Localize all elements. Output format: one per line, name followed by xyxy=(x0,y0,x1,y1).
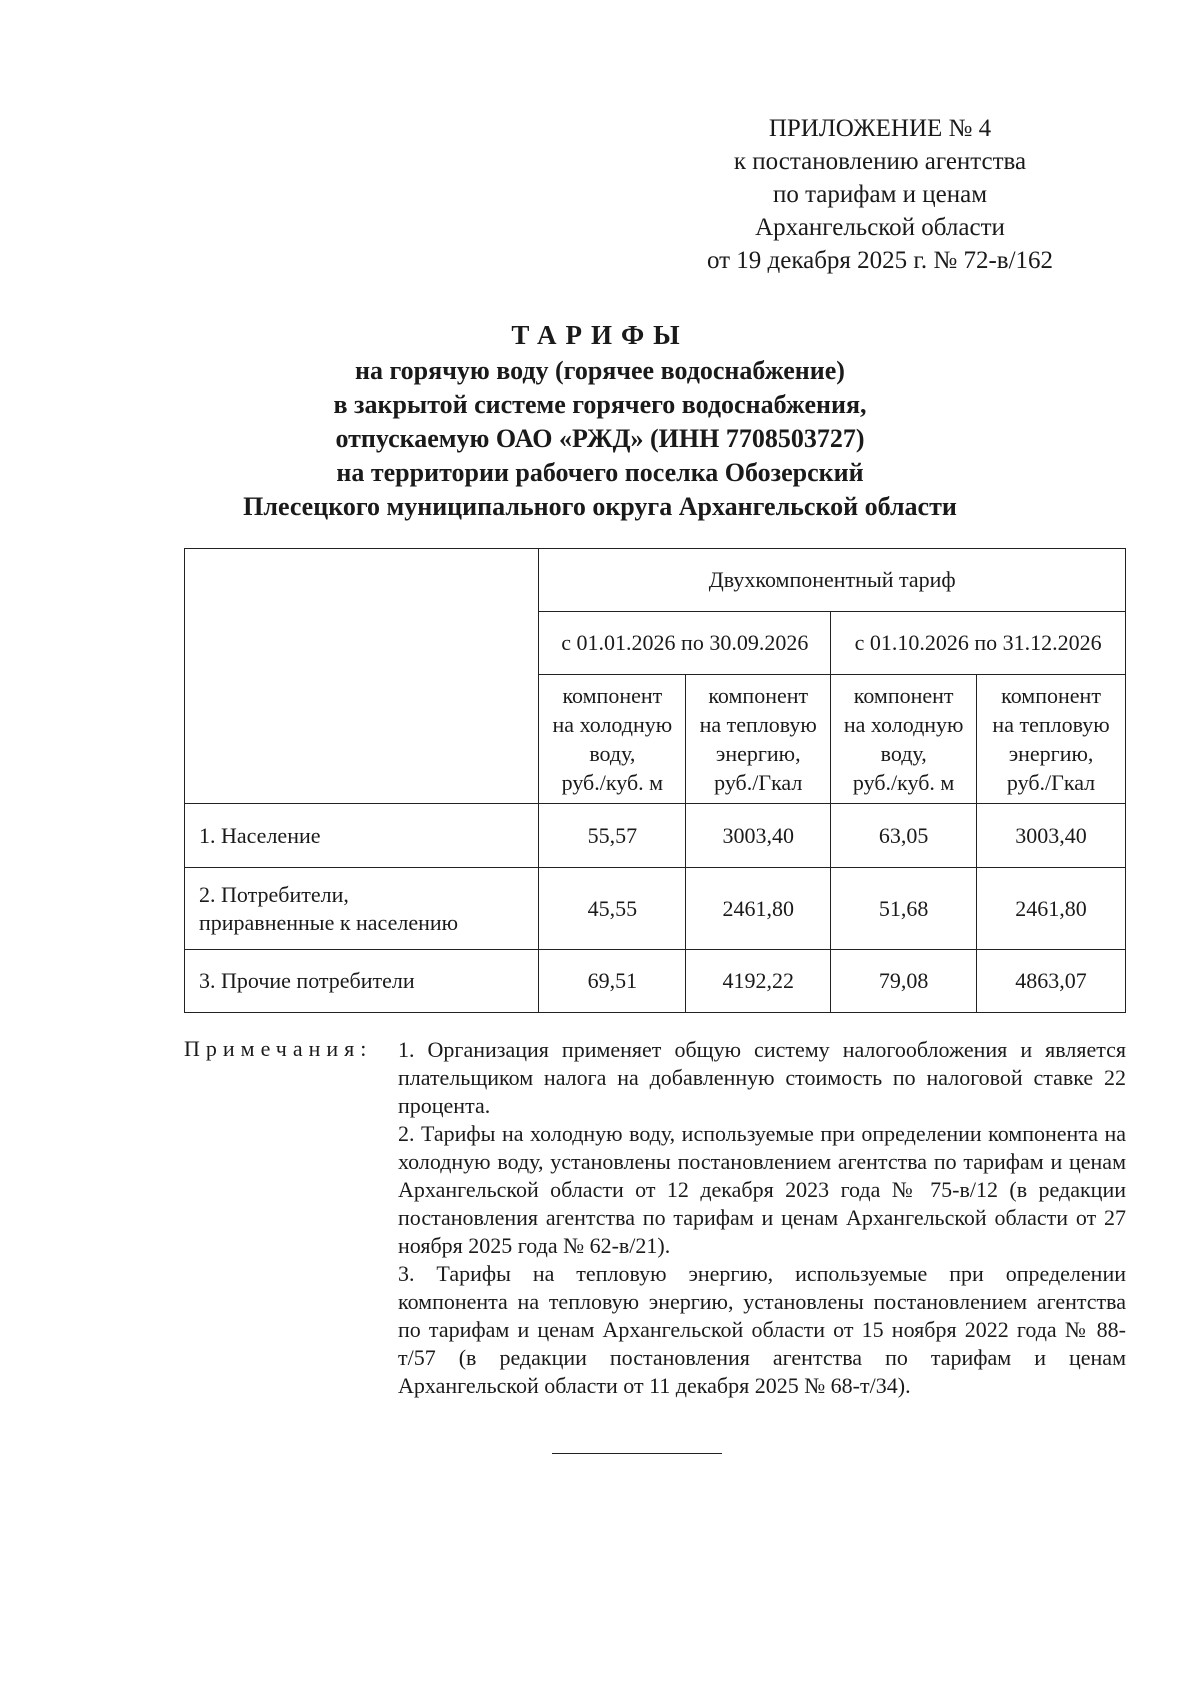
heading-line: Плесецкого муниципального округа Архангельской области xyxy=(243,492,957,521)
heading-line: на территории рабочего поселка Обозерский xyxy=(336,458,864,487)
annex-line: по тарифам и ценам xyxy=(772,181,988,208)
component-header-line: на холодную xyxy=(552,712,673,737)
table-corner-cell xyxy=(185,549,539,804)
table-row xyxy=(185,950,1126,1013)
component-header-line: воду, xyxy=(880,741,927,766)
component-header-line: компонент xyxy=(708,683,809,708)
value-cell: 45,55 xyxy=(539,868,686,950)
value-cell: 3003,40 xyxy=(686,804,831,868)
component-header-line: руб./Гкал xyxy=(714,770,803,795)
component-header xyxy=(539,675,686,804)
component-header-line: компонент xyxy=(1001,683,1101,708)
component-header-line: на тепловую xyxy=(699,712,817,737)
value-cell: 79,08 xyxy=(831,950,977,1013)
row-label-line: приравненные к населению xyxy=(199,909,459,935)
note-item: 1. Организация применяет общую систему налогообложения и является плательщиком налога на добавленную стоимость по налоговой ставке 22 процента. xyxy=(398,1037,1126,1118)
value-cell: 2461,80 xyxy=(686,868,831,950)
value-cell: 4863,07 xyxy=(977,950,1126,1013)
row-label-line: 2. Потребители, xyxy=(199,881,349,907)
component-header-line: руб./Гкал xyxy=(1006,770,1096,795)
component-header xyxy=(686,675,831,804)
component-header-line: руб./куб. м xyxy=(852,770,955,795)
value-cell: 51,68 xyxy=(831,868,977,950)
annex-line: к постановлению агентства xyxy=(733,148,1027,175)
value-cell: 3003,40 xyxy=(977,804,1126,868)
component-header-line: энергию, xyxy=(715,741,801,766)
row-label-line: 1. Население xyxy=(199,822,321,848)
document-heading xyxy=(150,318,1050,524)
component-header-line: руб./куб. м xyxy=(561,770,664,795)
annex-date: от 19 декабря 2025 г. № 72-в/162 xyxy=(706,247,1054,274)
component-header-line: компонент xyxy=(853,683,954,708)
row-label xyxy=(185,804,539,868)
notes-list xyxy=(398,1036,1126,1400)
component-header-line: на холодную xyxy=(843,712,964,737)
row-label xyxy=(185,868,539,950)
annex-title: ПРИЛОЖЕНИЕ № 4 xyxy=(768,115,992,142)
table-row xyxy=(185,868,1126,950)
component-header-line: компонент xyxy=(562,683,663,708)
heading-line: на горячую воду (горячее водоснабжение) xyxy=(355,356,845,385)
period-header: с 01.10.2026 по 31.12.2026 xyxy=(831,612,1126,675)
component-header xyxy=(831,675,977,804)
note-item: 2. Тарифы на холодную воду, используемые при определении компонента на холодную воду, установлены постановлением агентства по тарифам и ценам Архангельской области от 12 декабря 2023 года № 75-в/12 (в редакции постановления агентства по тарифам и ценам Архангельской области от 27 ноября 2025 года № 62-в/21). xyxy=(398,1121,1126,1258)
heading-title: ТАРИФЫ xyxy=(511,320,689,350)
row-label xyxy=(185,950,539,1013)
component-header-line: на тепловую xyxy=(992,712,1110,737)
separator-line xyxy=(552,1453,722,1454)
value-cell: 2461,80 xyxy=(977,868,1126,950)
component-header xyxy=(977,675,1126,804)
period-header: с 01.01.2026 по 30.09.2026 xyxy=(539,612,831,675)
row-label-line: 3. Прочие потребители xyxy=(199,968,415,993)
component-header-line: воду, xyxy=(589,741,636,766)
notes-label: Примечания: xyxy=(184,1036,373,1061)
annex-line: Архангельской области xyxy=(755,214,1005,241)
note-item: 3. Тарифы на тепловую энергию, используемые при определении компонента на тепловую энергию, установлены постановлением агентства по тарифам и ценам Архангельской области от 15 ноября 2022 года № 88-т/57 (в редакции постановления агентства по тарифам и ценам Архангельской области от 11 декабря 2025 № 68-т/34). xyxy=(398,1261,1126,1398)
value-cell: 4192,22 xyxy=(686,950,831,1013)
heading-line: в закрытой системе горячего водоснабжения, xyxy=(333,390,867,419)
value-cell: 55,57 xyxy=(539,804,686,868)
component-header-line: энергию, xyxy=(1008,741,1094,766)
heading-line: отпускаемую ОАО «РЖД» (ИНН 7708503727) xyxy=(335,424,865,453)
annex-block xyxy=(660,112,1100,277)
table-row xyxy=(185,804,1126,868)
value-cell: 69,51 xyxy=(539,950,686,1013)
group-header: Двухкомпонентный тариф xyxy=(539,549,1126,612)
tariff-table xyxy=(184,548,1126,1013)
value-cell: 63,05 xyxy=(831,804,977,868)
